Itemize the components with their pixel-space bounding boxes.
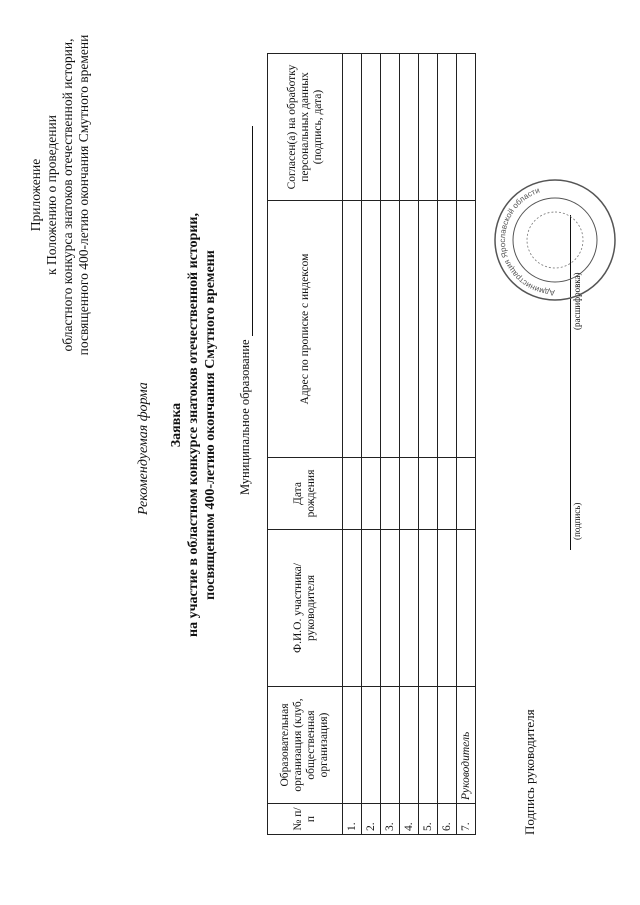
header-full-name: Ф.И.О. участника/руководителя (268, 530, 343, 687)
cell-birth-date[interactable] (457, 458, 476, 530)
table-row-leader (457, 54, 476, 835)
cell-consent[interactable] (419, 54, 438, 201)
municipality-field (238, 126, 253, 495)
row-number: 3. (381, 804, 400, 835)
title-line-3: посвященном 400-летию окончания Смутного времени (203, 250, 218, 600)
cell-organization[interactable] (343, 687, 362, 804)
appendix-header (28, 25, 92, 365)
header-organization: Образовательная организация (клуб, общественная организация) (268, 687, 343, 804)
cell-organization[interactable] (419, 687, 438, 804)
row-number: 7. (457, 804, 476, 835)
cell-birth-date[interactable] (400, 458, 419, 530)
table-row (343, 54, 362, 835)
cell-address[interactable] (419, 201, 438, 458)
cell-birth-date[interactable] (438, 458, 457, 530)
cell-address[interactable] (381, 201, 400, 458)
document-title (168, 145, 219, 705)
cell-address[interactable] (457, 201, 476, 458)
row-number: 4. (400, 804, 419, 835)
cell-organization[interactable] (362, 687, 381, 804)
cell-birth-date[interactable] (362, 458, 381, 530)
recommended-form-label: Рекомендуемая форма (136, 382, 151, 515)
municipality-fill-line[interactable] (240, 126, 253, 336)
svg-text:Администрация Ярославской обла: Администрация Ярославской области (497, 185, 556, 298)
table-header-row (268, 54, 343, 835)
appendix-line-1: Приложение (28, 158, 43, 232)
row-number: 6. (438, 804, 457, 835)
cell-consent[interactable] (457, 54, 476, 201)
leader-signature-label: Подпись руководителя (522, 709, 537, 835)
cell-consent[interactable] (400, 54, 419, 201)
cell-consent[interactable] (362, 54, 381, 201)
cell-birth-date[interactable] (343, 458, 362, 530)
title-line-2: на участие в областном конкурсе знатоков отечественной истории, (186, 213, 201, 637)
cell-consent[interactable] (438, 54, 457, 201)
leader-label: Руководитель (457, 687, 476, 804)
cell-address[interactable] (362, 201, 381, 458)
cell-full-name[interactable] (457, 530, 476, 687)
cell-full-name[interactable] (438, 530, 457, 687)
appendix-line-3: областного конкурса знатоков отечественной истории, (60, 38, 75, 352)
cell-address[interactable] (343, 201, 362, 458)
cell-full-name[interactable] (419, 530, 438, 687)
appendix-line-4: посвященного 400-летию окончания Смутного времени (76, 34, 91, 356)
municipality-label: Муниципальное образование (238, 339, 252, 495)
official-stamp (490, 175, 620, 305)
row-number: 1. (343, 804, 362, 835)
cell-full-name[interactable] (362, 530, 381, 687)
cell-full-name[interactable] (381, 530, 400, 687)
cell-consent[interactable] (343, 54, 362, 201)
cell-consent[interactable] (381, 54, 400, 201)
table-row (381, 54, 400, 835)
header-birth-date: Дата рождения (268, 458, 343, 530)
cell-address[interactable] (400, 201, 419, 458)
table-row (419, 54, 438, 835)
cell-birth-date[interactable] (381, 458, 400, 530)
decode-caption: (расшифровка) (572, 272, 582, 330)
table-row (400, 54, 419, 835)
cell-birth-date[interactable] (419, 458, 438, 530)
signature-caption: (подпись) (572, 502, 582, 540)
title-line-1: Заявка (169, 402, 184, 448)
cell-organization[interactable] (438, 687, 457, 804)
cell-address[interactable] (438, 201, 457, 458)
header-consent: Согласен(а) на обработку персональных данных (подпись, дата) (268, 54, 343, 201)
table-row (438, 54, 457, 835)
signature-line[interactable] (570, 365, 571, 550)
table-row (362, 54, 381, 835)
row-number: 2. (362, 804, 381, 835)
cell-organization[interactable] (400, 687, 419, 804)
row-number: 5. (419, 804, 438, 835)
header-address: Адрес по прописке с индексом (268, 201, 343, 458)
application-table (267, 53, 476, 835)
cell-full-name[interactable] (400, 530, 419, 687)
cell-full-name[interactable] (343, 530, 362, 687)
header-number: № п/п (268, 804, 343, 835)
appendix-line-2: к Положению о проведении (44, 115, 59, 275)
cell-organization[interactable] (381, 687, 400, 804)
